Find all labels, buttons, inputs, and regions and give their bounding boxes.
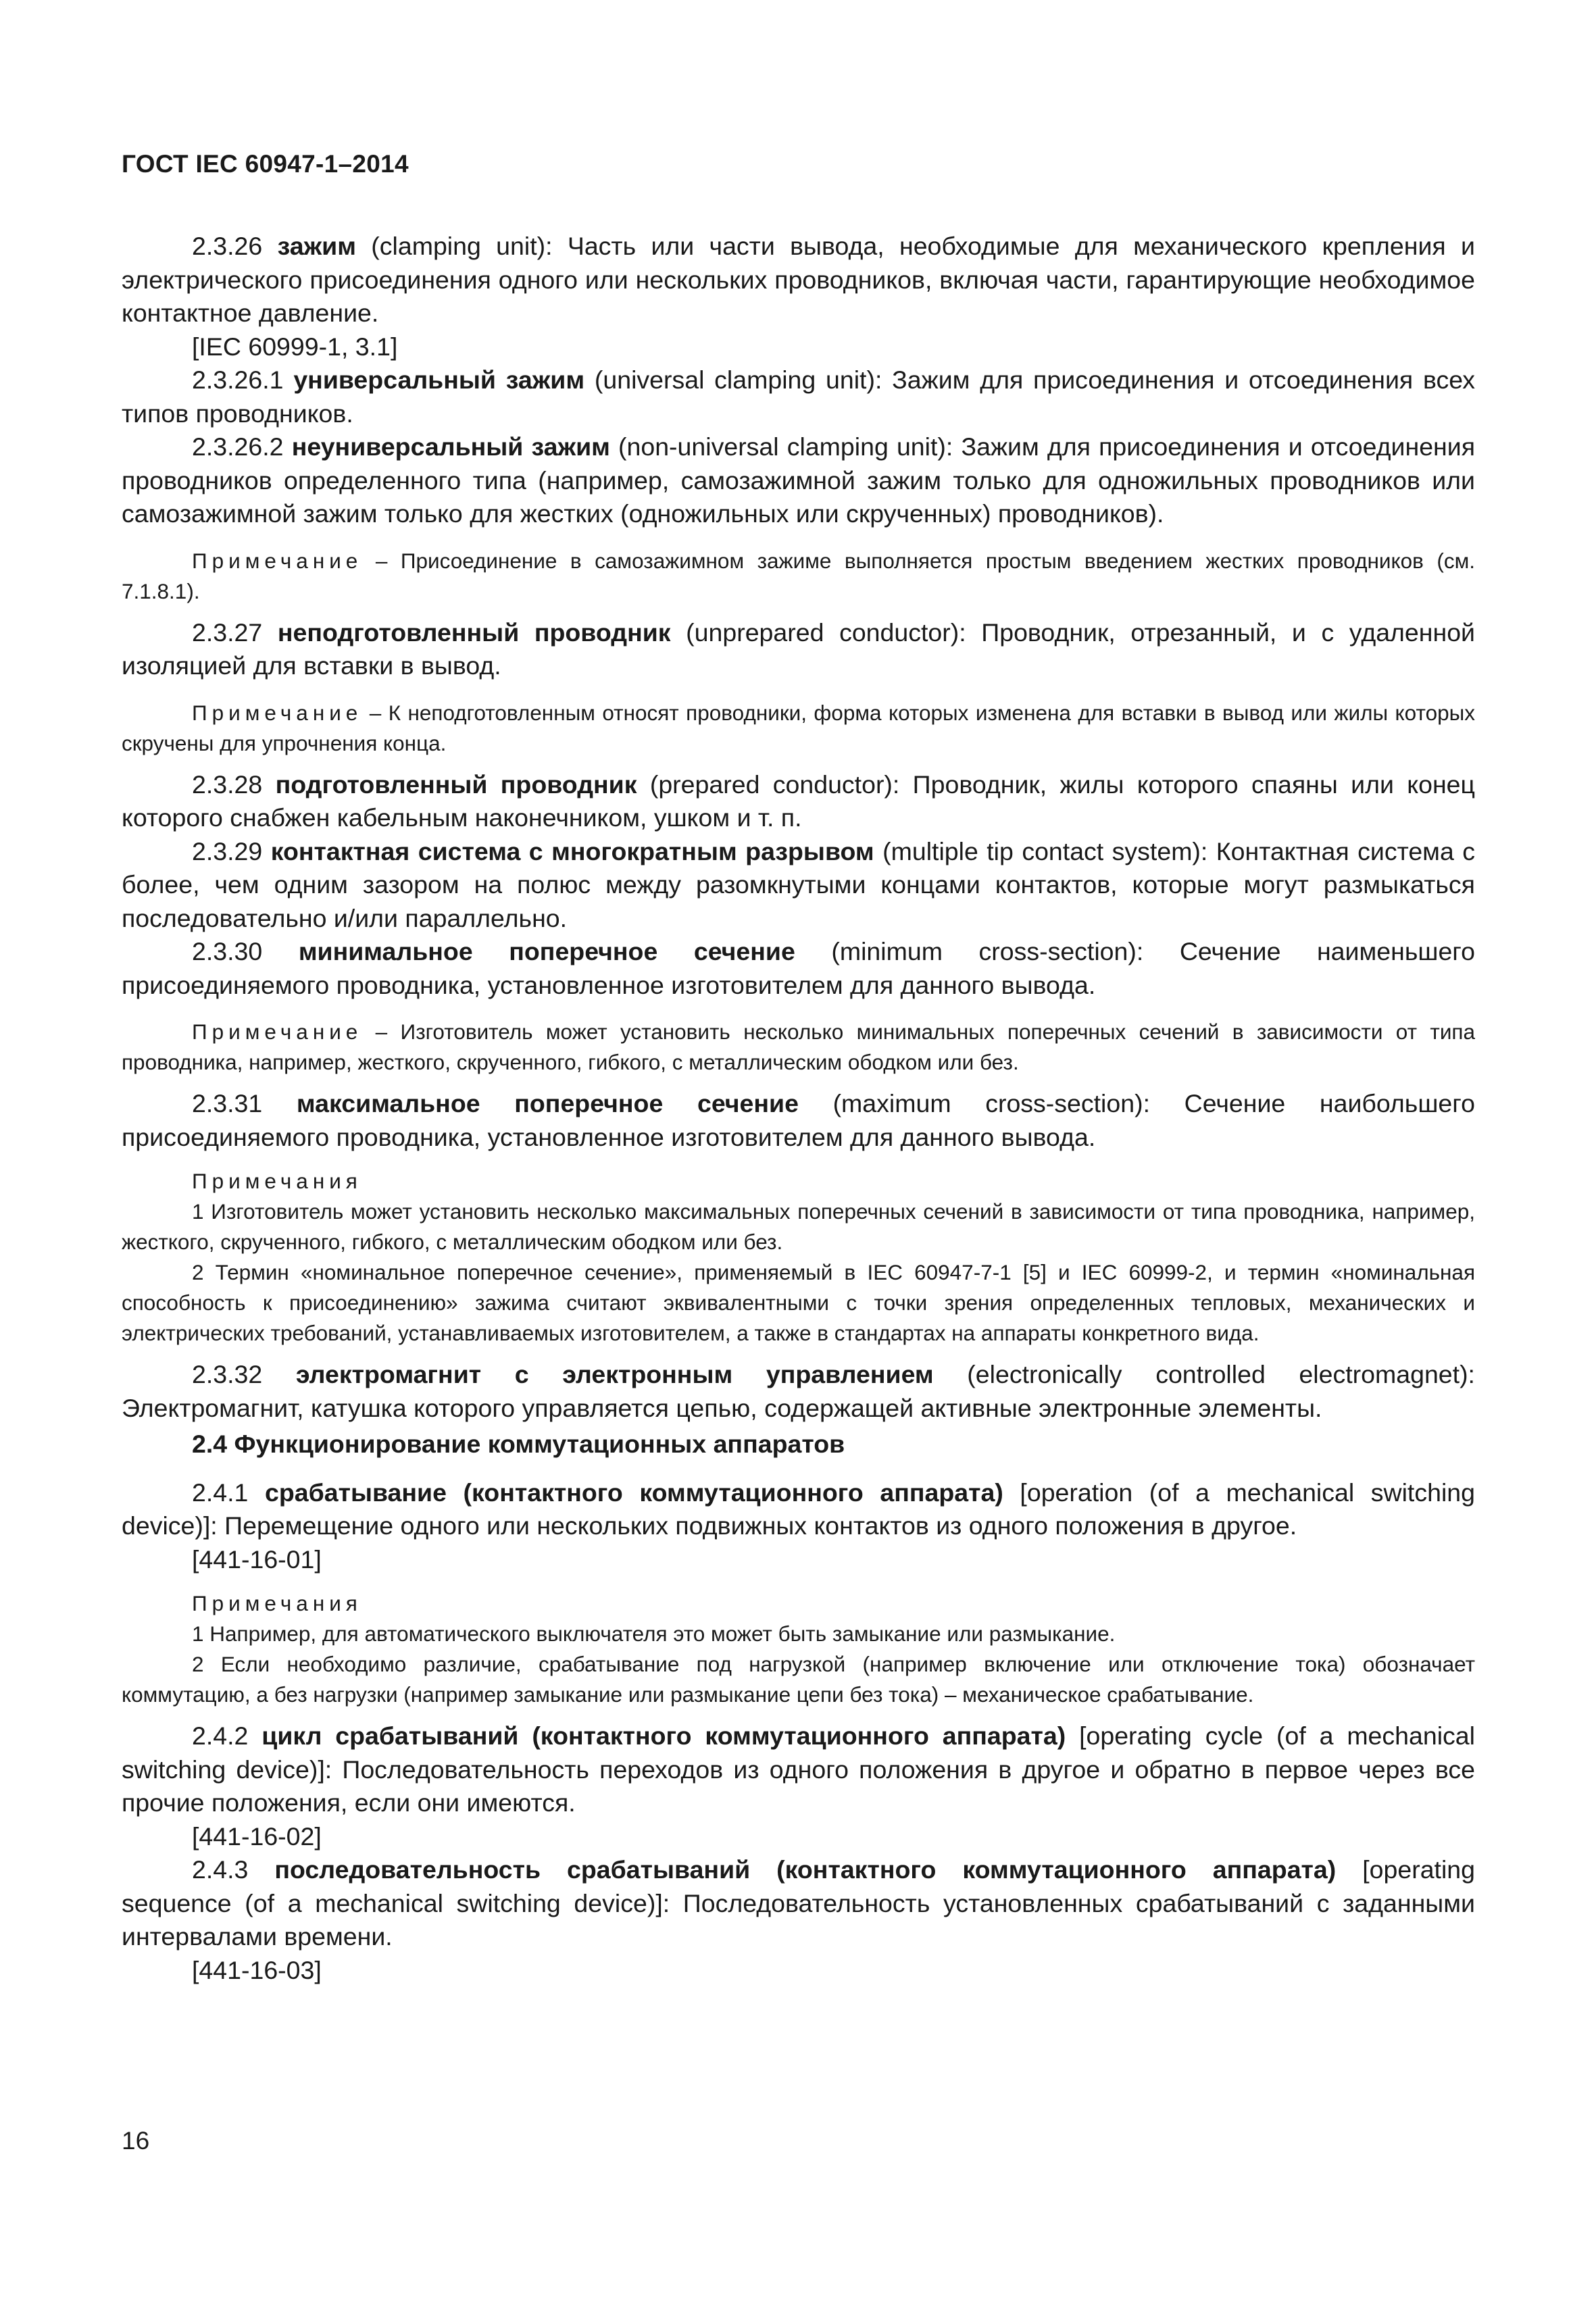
term-definition: (electronically controlled electromagnet): Электромагнит, катушка которого управляется цепью, содержащей активные электронные элементы. xyxy=(122,1360,1475,1422)
term-2-3-28 xyxy=(122,768,1475,835)
reference: [IEC 60999-1, 3.1] xyxy=(192,332,398,361)
notes-label: Примечания xyxy=(192,1169,362,1193)
term-2-3-32 xyxy=(122,1358,1475,1425)
term-name: зажим xyxy=(277,232,356,260)
clause-number: 2.3.26.1 xyxy=(192,366,284,394)
term-name: электромагнит с электронным управлением xyxy=(295,1360,934,1388)
note-item: 1 Изготовитель может установить несколько максимальных поперечных сечений в зависимости от типа проводника, например, жесткого, скрученного, гибкого, с металлическим ободком или без. xyxy=(122,1199,1475,1254)
clause-number: 2.3.31 xyxy=(192,1089,263,1117)
term-name: цикл срабатываний (контактного коммутационного аппарата) xyxy=(261,1721,1066,1750)
note xyxy=(122,1017,1475,1078)
clause-number: 2.3.26 xyxy=(192,232,263,260)
note-text: – Изготовитель может установить несколько минимальных поперечных сечений в зависимости от типа проводника, например, жесткого, скрученного, гибкого, с металлическим ободком или без. xyxy=(122,1020,1475,1074)
note-item: 1 Например, для автоматического выключателя это может быть замыкание или размыкание. xyxy=(192,1621,1116,1646)
term-name: неподготовленный проводник xyxy=(277,618,671,647)
clause-number: 2.3.32 xyxy=(192,1360,263,1388)
term-definition: [operating cycle (of a mechanical switching device)]: Последовательность переходов из одного положения в другое и обратно в первое через все прочие положения, если они имеются. xyxy=(122,1721,1475,1817)
clause-number: 2.3.27 xyxy=(192,618,263,647)
note-label: Примечание xyxy=(192,700,363,725)
section-heading: 2.4 Функционирование коммутационных аппаратов xyxy=(192,1430,845,1458)
term-name: универсальный зажим xyxy=(293,366,585,394)
note-item: 2 Если необходимо различие, срабатывание под нагрузкой (например включение или отключение тока) обозначает коммутацию, а без нагрузки (например замыкание или размыкание цепи без тока) – механическое срабатывание. xyxy=(122,1652,1475,1707)
note-text: – Присоединение в самозажимном зажиме выполняется простым введением жестких проводников (см. 7.1.8.1). xyxy=(122,548,1475,603)
reference: [441-16-02] xyxy=(192,1821,322,1851)
notes-label: Примечания xyxy=(192,1591,362,1615)
term-name: неуниверсальный зажим xyxy=(291,432,610,461)
term-2-4-3 xyxy=(122,1853,1475,1954)
term-2-4-1 xyxy=(122,1476,1475,1543)
clause-number: 2.4.3 xyxy=(192,1855,249,1884)
term-name: максимальное поперечное сечение xyxy=(296,1089,799,1117)
term-2-3-26 xyxy=(122,230,1475,330)
term-2-4-2 xyxy=(122,1719,1475,1820)
clause-number: 2.3.30 xyxy=(192,937,263,965)
note-item: 2 Термин «номинальное поперечное сечение», применяемый в IEC 60947-7-1 [5] и IEC 60999-2, и термин «номинальная способность к присоединению» зажима считают эквивалентными с точки зрения определенных тепловых, механических и электрических требований, устанавливаемых изготовителем, а также в стандартах на аппараты конкретного вида. xyxy=(122,1260,1475,1345)
term-name: минимальное поперечное сечение xyxy=(298,937,795,965)
term-2-3-30 xyxy=(122,935,1475,1002)
term-definition: (prepared conductor): Проводник, жилы которого спаяны или конец которого снабжен кабельным наконечником, ушком и т. п. xyxy=(122,770,1475,832)
term-definition: (maximum cross-section): Сечение наибольшего присоединяемого проводника, установленное изготовителем для данного вывода. xyxy=(122,1089,1475,1151)
note-label: Примечание xyxy=(192,1020,363,1044)
clause-number: 2.4.1 xyxy=(192,1478,249,1507)
term-name: последовательность срабатываний (контактного коммутационного аппарата) xyxy=(274,1855,1337,1884)
term-definition: (multiple tip contact system): Контактная система с более, чем одним зазором на полюс между разомкнутыми концами контактов, которые могут размыкаться последовательно и/или параллельно. xyxy=(122,836,1476,932)
clause-number: 2.3.26.2 xyxy=(192,432,284,461)
term-2-3-26-1 xyxy=(122,363,1475,430)
note xyxy=(122,698,1475,759)
term-definition: [operation (of a mechanical switching device)]: Перемещение одного или нескольких подвижных контактов из одного положения в другое. xyxy=(122,1478,1475,1540)
term-2-3-26-2 xyxy=(122,430,1475,531)
term-definition: (minimum cross-section): Сечение наименьшего присоединяемого проводника, установленное изготовителем для данного вывода. xyxy=(122,937,1476,999)
reference: [441-16-03] xyxy=(192,1955,322,1984)
term-name: контактная система с многократным разрывом xyxy=(270,836,874,865)
term-definition: (clamping unit): Часть или части вывода, необходимые для механического крепления и электрического присоединения одного или нескольких проводников, включая части, гарантирующие необходимое контактное давление. xyxy=(122,232,1475,327)
note-text: – К неподготовленным относят проводники, форма которых изменена для вставки в вывод или жилы которых скручены для упрочнения конца. xyxy=(122,700,1475,755)
note-label: Примечание xyxy=(192,548,363,573)
reference: [441-16-01] xyxy=(192,1544,322,1574)
term-2-3-31 xyxy=(122,1087,1475,1154)
page-number: 16 xyxy=(122,2127,150,2155)
term-definition: (non-universal clamping unit): Зажим для присоединения и отсоединения проводников определенного типа (например, самозажимной зажим только для одножильных проводников или самозажимной зажим только для жестких (одножильных или скрученных) проводников). xyxy=(122,432,1476,528)
term-definition: (unprepared conductor): Проводник, отрезанный, и с удаленной изоляцией для вставки в вывод. xyxy=(122,618,1476,680)
clause-number: 2.4.2 xyxy=(192,1721,249,1750)
term-2-3-27 xyxy=(122,616,1475,683)
document-body xyxy=(122,230,1475,1987)
term-definition: (universal clamping unit): Зажим для присоединения и отсоединения всех типов проводников. xyxy=(122,366,1476,428)
term-definition: [operating sequence (of a mechanical switching device)]: Последовательность установленных срабатываний с заданными интервалами времени. xyxy=(122,1855,1476,1951)
term-name: срабатывание (контактного коммутационного аппарата) xyxy=(264,1478,1003,1507)
term-2-3-29 xyxy=(122,835,1475,936)
note xyxy=(122,546,1475,607)
term-name: подготовленный проводник xyxy=(275,770,637,799)
clause-number: 2.3.28 xyxy=(192,770,263,799)
document-header: ГОСТ IEC 60947-1–2014 xyxy=(122,150,409,178)
clause-number: 2.3.29 xyxy=(192,836,263,865)
